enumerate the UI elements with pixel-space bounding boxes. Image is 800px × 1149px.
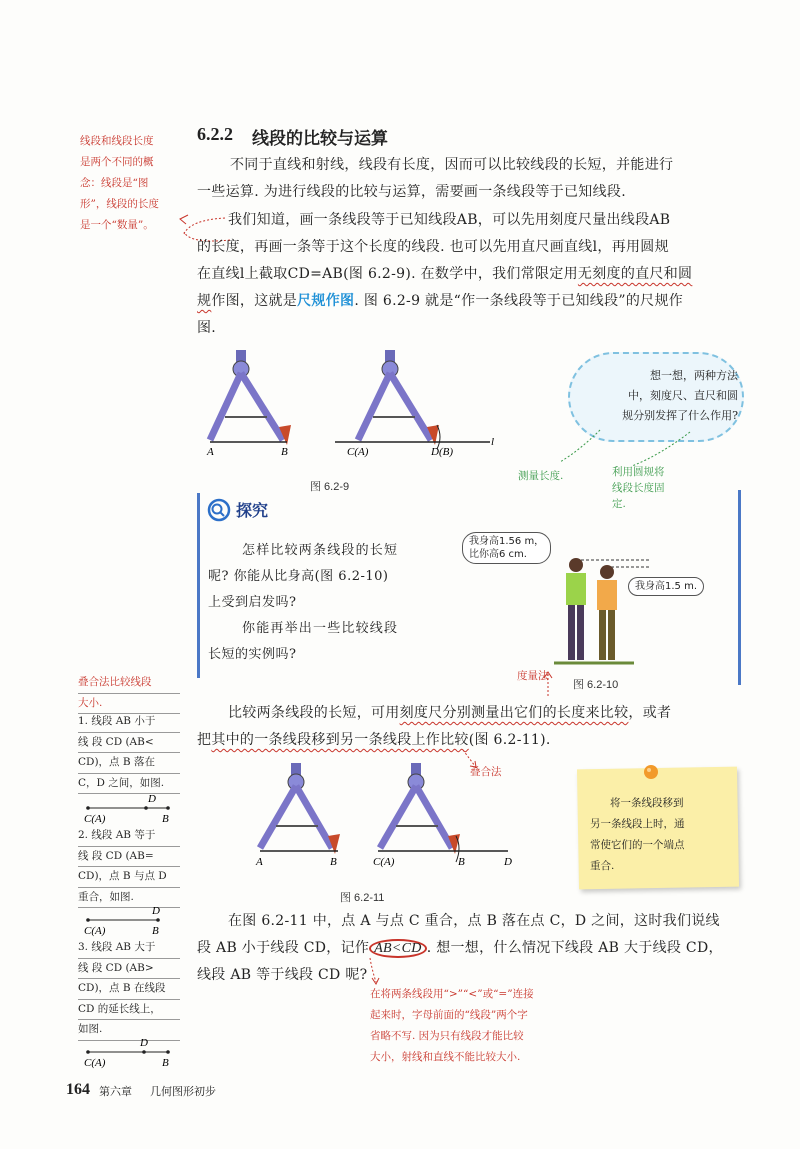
answer-compass xyxy=(612,464,665,512)
footer-chapter: 第六章 xyxy=(99,1085,132,1098)
margin-note-line: 念：线段是“图 xyxy=(80,177,149,189)
explore-line: 怎样比较两条线段的长短 xyxy=(242,543,399,558)
figure-6-2-10 xyxy=(540,545,680,670)
paragraph-2-line3 xyxy=(197,261,767,288)
text-line: 我身高1.56 m， xyxy=(469,536,545,547)
text-line: 大小. xyxy=(78,694,180,715)
text-line: 线 段 CD (AB> xyxy=(78,959,180,980)
label-d: D xyxy=(152,905,160,917)
underlined-text: 其中的一条线段移到另一条线段上作比较 xyxy=(211,732,469,748)
text-line: 省略不写. 因为只有线段才能比较 xyxy=(370,1030,524,1042)
text-span: ，或者 xyxy=(628,705,672,721)
text-line: 规分别发挥了什么作用? xyxy=(622,409,738,422)
explore-icon xyxy=(207,498,231,522)
sidebar-item-2 xyxy=(78,826,180,908)
margin-note-line: 是两个不同的概 xyxy=(80,156,154,168)
text-line: 中，刻度尺、直尺和圆 xyxy=(628,389,738,402)
text-line: 想一想，两种方法 xyxy=(650,369,738,382)
label-c-a: C(A) xyxy=(373,856,395,868)
label-b: B xyxy=(162,1057,169,1069)
sidebar-figure-3 xyxy=(78,1034,178,1070)
paragraph-4-line3: 线段 AB 等于线段 CD 呢? xyxy=(197,967,368,983)
label-a: A xyxy=(256,856,263,868)
label-d: D xyxy=(140,1037,148,1049)
text-line: 定. xyxy=(612,498,626,510)
text-span: . 想一想，什么情况下线段 AB 大于线段 CD， xyxy=(426,940,723,956)
text-line: 在将两条线段用“>”“<”或“=”连接 xyxy=(370,988,534,1000)
text-line: 不同于直线和射线，线段有长度，因而可以比较线段的长短，并能进行 xyxy=(230,157,674,173)
text-line: 如图. xyxy=(78,1020,180,1041)
text-line: CD)，点 B 与点 D xyxy=(78,867,180,888)
text-span: 段 AB 小于线段 CD，记作 xyxy=(197,940,370,956)
section-title: 线段的比较与运算 xyxy=(252,129,388,149)
boy-short-icon xyxy=(597,565,617,660)
text-line: 重合，如图. xyxy=(78,888,180,909)
text-line: CD 的延长线上， xyxy=(78,1000,180,1021)
paragraph-2-line2: 的长度，再画一条等于这个长度的线段. 也可以先用直尺画直线l，再用圆规 xyxy=(197,239,669,255)
think-cloud-text xyxy=(588,366,738,426)
key-term: 尺规作图 xyxy=(297,293,355,309)
explore-line: 上受到启发吗? xyxy=(208,595,297,610)
text-line: 2. 线段 AB 等于 xyxy=(78,826,180,847)
paragraph-3-line1 xyxy=(228,700,768,727)
boy-tall-icon xyxy=(566,558,586,660)
paragraph-2-line4 xyxy=(197,288,767,315)
text-line: 利用圆规将 xyxy=(612,466,665,478)
paragraph-2-line1: 我们知道，画一条线段等于已知线段AB，可以先用刻度尺量出线段AB xyxy=(228,212,671,228)
paragraph-1 xyxy=(230,152,750,179)
compass-icon xyxy=(260,763,340,854)
label-b2: B xyxy=(458,856,465,868)
label-d: D xyxy=(148,793,156,805)
compass-icon xyxy=(358,350,440,449)
measure-arrow xyxy=(540,668,560,698)
footer-chapter-title: 几何图形初步 xyxy=(150,1085,216,1098)
circled-notation: AB<CD xyxy=(369,939,427,958)
text-span: 比较两条线段的长短，可用 xyxy=(228,705,400,721)
text-line: 3. 线段 AB 大于 xyxy=(78,938,180,959)
label-b: B xyxy=(152,925,159,937)
margin-note-line: 是一个“数量”。 xyxy=(80,219,154,231)
speech-bubble-tall xyxy=(462,532,551,564)
text-line: CD)，点 B 落在 xyxy=(78,753,180,774)
paragraph-2-line5: 图. xyxy=(197,320,217,336)
margin-note-line: 线段和线段长度 xyxy=(80,135,154,147)
label-b: B xyxy=(281,446,288,458)
paragraph-4-line2 xyxy=(197,935,767,962)
text-line: 起来时，字母前面的“线段”两个字 xyxy=(370,1009,528,1021)
underlined-text: 无刻度的直尺和圆 xyxy=(577,266,693,282)
text-span: . 图 6.2-9 就是“作一条线段等于已知线段”的尺规作 xyxy=(354,293,684,309)
sidebar-item-3 xyxy=(78,938,180,1041)
text-line: 线 段 CD (AB< xyxy=(78,733,180,754)
figure-6-2-11 xyxy=(240,758,530,873)
label-c-a: C(A) xyxy=(84,1057,106,1069)
text-line: C，D 之间，如图. xyxy=(78,774,180,795)
page-number: 164 xyxy=(66,1081,90,1098)
answer-measure: 测量长度. xyxy=(518,470,564,482)
label-d-b: D(B) xyxy=(431,446,453,458)
text-line: CD)，点 B 在线段 xyxy=(78,979,180,1000)
explore-line: 你能再举出一些比较线段 xyxy=(242,621,399,636)
sticky-note-text xyxy=(590,793,736,877)
text-line: 将一条线段移到 xyxy=(610,797,684,809)
paragraph-4-line1: 在图 6.2-11 中，点 A 与点 C 重合，点 B 落在点 C，D 之间，这时我们说线 xyxy=(228,913,720,929)
text-line: 大小，射线和直线不能比较大小. xyxy=(370,1051,521,1063)
section-number: 6.2.2 xyxy=(197,124,233,144)
text-span: (图 6.2-11). xyxy=(468,732,551,748)
sidebar-figure-1 xyxy=(78,790,178,826)
compass-icon xyxy=(210,350,291,445)
text-line: 1. 线段 AB 小于 xyxy=(78,712,180,733)
annotation-measure-method: 度量法 xyxy=(517,670,549,682)
text-span: 在直线l上截取CD=AB(图 6.2-9). 在数学中，我们常限定用 xyxy=(197,266,578,282)
figure-6-2-9 xyxy=(195,345,515,465)
pin-icon xyxy=(641,762,661,782)
caption-6-2-11: 图 6.2-11 xyxy=(340,892,385,904)
label-d: D xyxy=(504,856,512,868)
label-l: l xyxy=(491,436,495,448)
text-line: 常使它们的一个端点 xyxy=(590,839,685,851)
label-a: A xyxy=(207,446,214,458)
underlined-text: 刻度尺分别测量出它们的长度来比较 xyxy=(399,705,629,721)
explore-bar-right xyxy=(738,490,741,685)
explore-heading: 探究 xyxy=(236,501,269,520)
text-line: 比你高6 cm. xyxy=(469,549,527,560)
caption-6-2-9: 图 6.2-9 xyxy=(310,481,350,493)
label-b: B xyxy=(330,856,337,868)
explore-line: 长短的实例吗? xyxy=(208,647,297,662)
caption-6-2-10: 图 6.2-10 xyxy=(573,679,619,691)
sidebar-title xyxy=(78,673,180,714)
paragraph-1b xyxy=(197,179,757,206)
explore-bar-left xyxy=(197,493,200,678)
label-c-a: C(A) xyxy=(84,925,106,937)
text-span: 把 xyxy=(197,732,212,748)
text-line: 重合. xyxy=(590,860,615,872)
text-line: 另一条线段上时，通 xyxy=(590,818,685,830)
text-line: 线 段 CD (AB= xyxy=(78,847,180,868)
text-line: 线段长度固 xyxy=(612,482,665,494)
speech-bubble-short: 我身高1.5 m. xyxy=(628,577,704,596)
label-b: B xyxy=(162,813,169,825)
label-c-a: C(A) xyxy=(84,813,106,825)
underlined-text: 规 xyxy=(197,293,212,309)
margin-note-line: 形”，线段的长度 xyxy=(80,198,159,210)
text-line: 一些运算. 为进行线段的比较与运算，需要画一条线段等于已知线段. xyxy=(197,184,626,200)
compass-icon xyxy=(380,763,460,862)
text-line: 叠合法比较线段 xyxy=(78,673,180,694)
annotation-overlap-method: 叠合法 xyxy=(470,766,502,778)
notation-arrow xyxy=(364,956,384,986)
bottom-note xyxy=(370,984,600,1068)
sidebar-figure-2 xyxy=(78,902,178,938)
text-span: 作图，这就是 xyxy=(211,293,298,309)
sidebar-item-1 xyxy=(78,712,180,794)
label-c-a: C(A) xyxy=(347,446,369,458)
explore-line: 呢? 你能从比身高(图 6.2-10) xyxy=(208,569,389,584)
